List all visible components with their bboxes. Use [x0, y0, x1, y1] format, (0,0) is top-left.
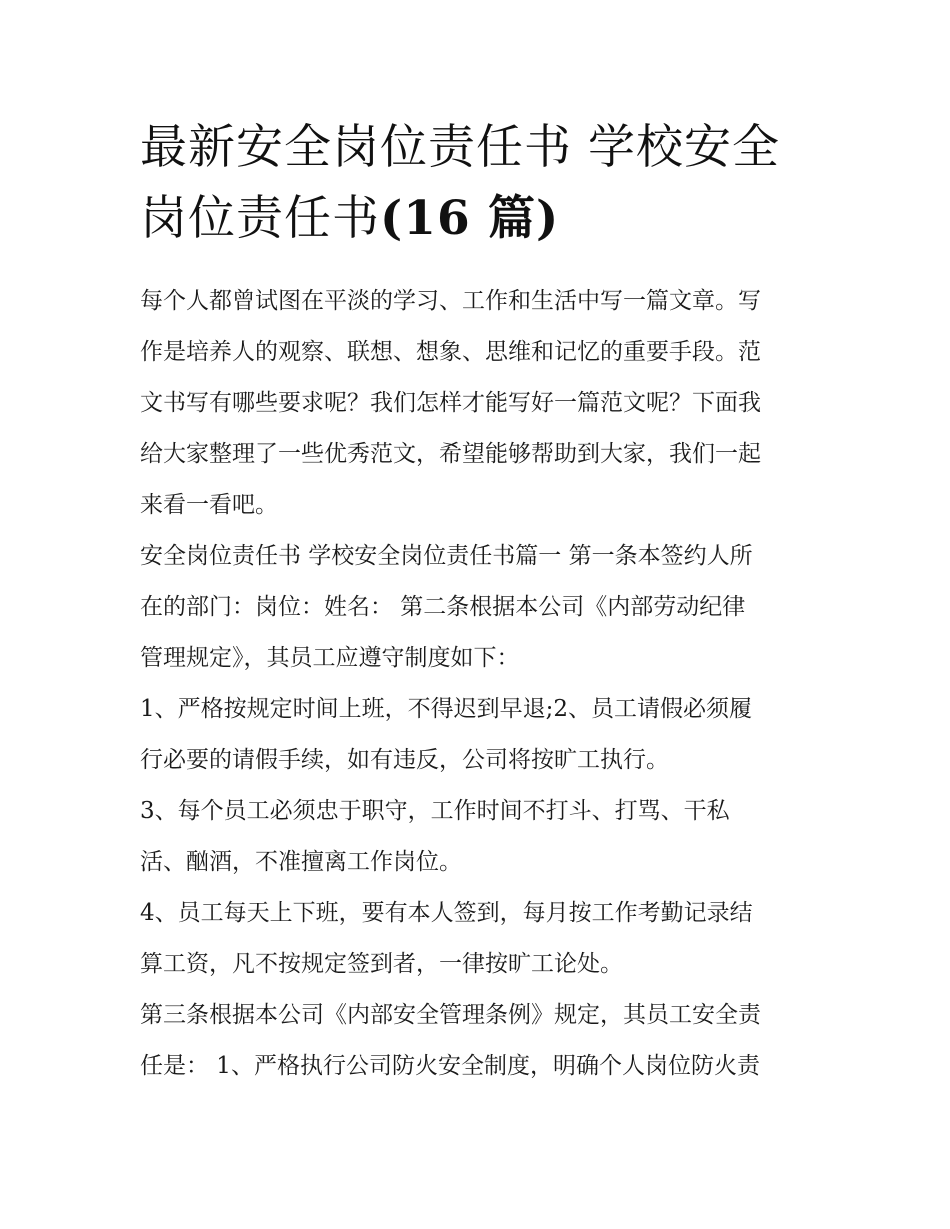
- article-one-paragraph: [140, 531, 820, 684]
- article-three-paragraph: [140, 990, 820, 1092]
- text-line: 安全岗位责任书 学校安全岗位责任书篇一 第一条本签约人所: [140, 543, 753, 569]
- text-line: 4、员工每天上下班，要有本人签到，每月按工作考勤记录结: [140, 900, 753, 926]
- title-line-2: [140, 183, 820, 254]
- text-line: 第三条根据本公司《内部安全管理条例》规定，其员工安全责: [140, 1002, 761, 1028]
- document-body: [140, 276, 820, 1092]
- text-line: 每个人都曾试图在平淡的学习、工作和生活中写一篇文章。写: [140, 288, 761, 314]
- text-line: 来看一看吧。: [140, 492, 278, 518]
- text-line: 算工资，凡不按规定签到者，一律按旷工论处。: [140, 951, 623, 977]
- text-line: 1、严格按规定时间上班，不得迟到早退;2、员工请假必须履: [140, 696, 753, 722]
- rule-item-4: [140, 888, 820, 990]
- text-line: 3、每个员工必须忠于职守，工作时间不打斗、打骂、干私: [140, 798, 730, 824]
- title-count: (16 篇): [380, 191, 560, 246]
- text-line: 活、酗酒，不准擅离工作岗位。: [140, 849, 462, 875]
- document-content: [140, 112, 820, 1092]
- text-line: 管理规定》，其员工应遵守制度如下：: [140, 645, 520, 671]
- text-line: 作是培养人的观察、联想、想象、思维和记忆的重要手段。范: [140, 339, 761, 365]
- title-line-1: 最新安全岗位责任书 学校安全: [140, 120, 780, 175]
- document-title: [140, 112, 820, 254]
- text-line: 任是： 1、严格执行公司防火安全制度，明确个人岗位防火责: [140, 1053, 760, 1079]
- title-line-2-text: 岗位责任书: [140, 191, 380, 246]
- text-line: 行必要的请假手续，如有违反，公司将按旷工执行。: [140, 747, 669, 773]
- rule-item-1-2: [140, 684, 820, 786]
- text-line: 给大家整理了一些优秀范文，希望能够帮助到大家，我们一起: [140, 441, 761, 467]
- rule-item-3: [140, 786, 820, 888]
- intro-paragraph: [140, 276, 820, 531]
- text-line: 文书写有哪些要求呢？我们怎样才能写好一篇范文呢？下面我: [140, 390, 761, 416]
- text-line: 在的部门：岗位：姓名： 第二条根据本公司《内部劳动纪律: [140, 594, 746, 620]
